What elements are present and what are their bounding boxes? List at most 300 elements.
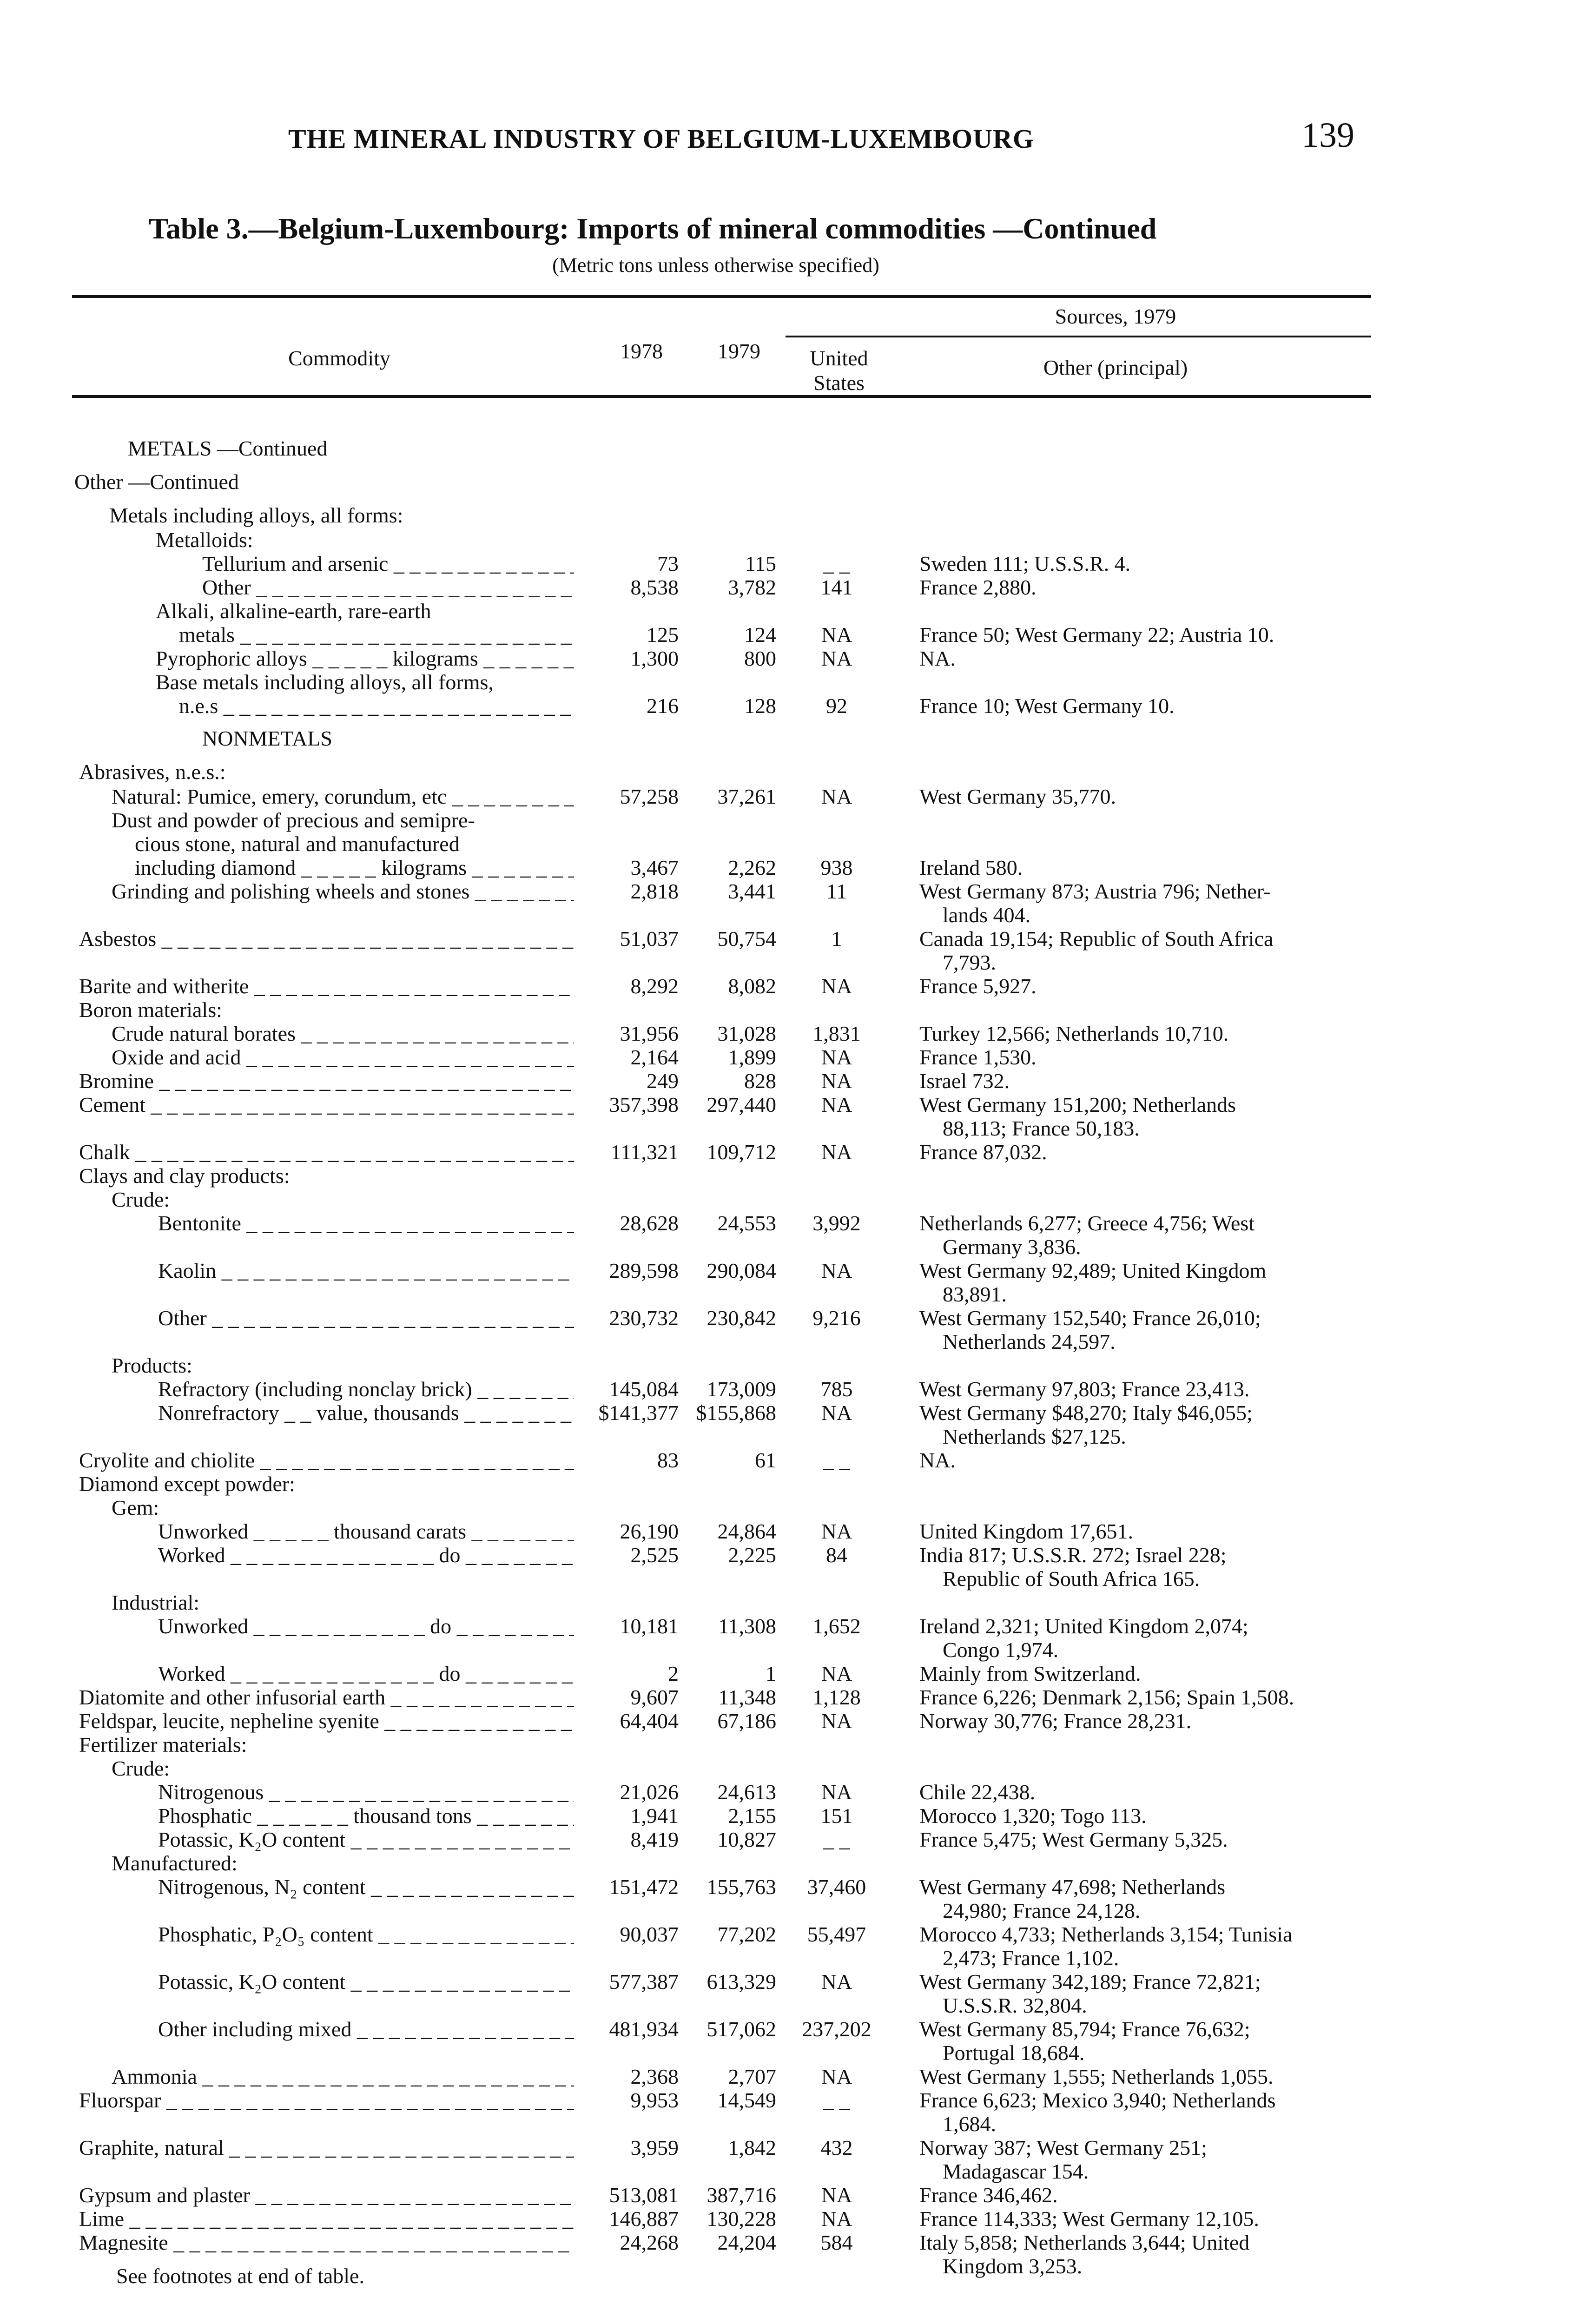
commodity-cell: Kaolin _ _ _	[158, 1259, 574, 1282]
other-principal-cell: France 6,226; Denmark 2,156; Spain 1,508.	[919, 1685, 1294, 1709]
commodity-cell: Asbestos _ _ _	[79, 927, 574, 951]
other-principal-cell: Morocco 4,733; Netherlands 3,154; Tunisia	[919, 1922, 1293, 1946]
table-row	[0, 1472, 1578, 1496]
table-row	[0, 495, 1578, 528]
table-row	[0, 1922, 1578, 1946]
value-1979-cell: 1	[766, 1662, 776, 1685]
table-row	[0, 751, 1578, 785]
other-principal-cell: Netherlands 24,597.	[943, 1330, 1116, 1353]
value-1978-cell: 2,164	[630, 1045, 679, 1069]
united-states-cell: 938	[820, 856, 853, 879]
other-principal-cell: France 50; West Germany 22; Austria 10.	[919, 623, 1274, 647]
value-1978-cell: 145,084	[609, 1377, 679, 1401]
united-states-cell: NA	[821, 1140, 852, 1164]
table-row	[0, 1756, 1578, 1780]
table-row	[0, 927, 1578, 951]
commodity-cell: Other _ _ _	[158, 1306, 574, 1330]
table-row	[0, 623, 1578, 647]
footnote: See footnotes at end of table.	[116, 2264, 364, 2288]
table-row	[0, 2017, 1578, 2041]
value-1979-cell: 37,261	[717, 785, 776, 808]
other-principal-cell: Israel 732.	[919, 1069, 1010, 1093]
table-row	[0, 2136, 1578, 2159]
other-principal-cell: West Germany 151,200; Netherlands	[919, 1093, 1236, 1116]
other-principal-cell: West Germany 873; Austria 796; Nether-	[919, 879, 1271, 903]
united-states-cell: NA	[821, 1045, 852, 1069]
other-principal-cell: West Germany 97,803; France 23,413.	[919, 1377, 1250, 1401]
value-1979-cell: 387,716	[706, 2183, 776, 2207]
united-states-cell: _ _	[823, 1828, 850, 1851]
table-row	[0, 1994, 1578, 2017]
value-1978-cell: 90,037	[620, 1922, 679, 1946]
table-row	[0, 428, 1578, 461]
value-1979-cell: 1,842	[728, 2136, 776, 2159]
table-row	[0, 1330, 1578, 1353]
commodity-cell: Industrial:	[112, 1591, 200, 1614]
table-row	[0, 1022, 1578, 1045]
united-states-cell: NA	[821, 1069, 852, 1093]
value-1979-cell: 31,028	[717, 1022, 776, 1045]
value-1979-cell: 155,763	[706, 1875, 776, 1899]
commodity-cell: Gem:	[112, 1496, 159, 1519]
other-principal-cell: Italy 5,858; Netherlands 3,644; United	[919, 2231, 1250, 2254]
other-principal-cell: Morocco 1,320; Togo 113.	[919, 1804, 1147, 1828]
value-1978-cell: 481,934	[609, 2017, 679, 2041]
value-1979-cell: 77,202	[717, 1922, 776, 1946]
table-row	[0, 1425, 1578, 1448]
rule-top	[72, 295, 1371, 298]
value-1978-cell: 73	[657, 552, 679, 575]
commodity-cell: Gypsum and plaster _ _ _	[79, 2183, 574, 2207]
value-1979-cell: 297,440	[706, 1093, 776, 1116]
table-row	[0, 1496, 1578, 1519]
united-states-cell: NA	[821, 623, 852, 647]
value-1979-cell: 67,186	[717, 1709, 776, 1733]
other-principal-cell: Turkey 12,566; Netherlands 10,710.	[919, 1022, 1229, 1045]
table-row	[0, 1828, 1578, 1851]
table-row	[0, 1235, 1578, 1259]
commodity-cell: Nitrogenous _ _ _	[158, 1780, 574, 1804]
other-principal-cell: Sweden 111; U.S.S.R. 4.	[919, 552, 1131, 575]
table-row	[0, 528, 1578, 552]
commodity-cell: Crude natural borates _ _ _	[112, 1022, 574, 1045]
table-row	[0, 1685, 1578, 1709]
commodity-cell: Boron materials:	[79, 998, 222, 1022]
united-states-cell: NA	[821, 1401, 852, 1425]
table-row	[0, 2207, 1578, 2231]
table-row	[0, 599, 1578, 623]
united-states-cell: 141	[820, 575, 853, 599]
other-principal-cell: Congo 1,974.	[943, 1638, 1059, 1662]
other-principal-cell: Kingdom 3,253.	[943, 2254, 1083, 2278]
value-1979-cell: 130,228	[706, 2207, 776, 2231]
commodity-cell: Ammonia _ _ _	[112, 2065, 574, 2088]
value-1979-cell: 24,613	[717, 1780, 776, 1804]
united-states-cell: 584	[820, 2231, 853, 2254]
rule-header-bottom	[72, 395, 1371, 398]
commodity-cell: Phosphatic, P₂O₅ content _ _ _	[158, 1922, 574, 1946]
commodity-cell: Alkali, alkaline-earth, rare-earth	[156, 599, 431, 623]
commodity-cell: Feldspar, leucite, nepheline syenite _ _ _	[79, 1709, 574, 1733]
value-1979-cell: 128	[744, 694, 776, 718]
table-row	[0, 1164, 1578, 1188]
table-row	[0, 1970, 1578, 1994]
commodity-cell: Manufactured:	[112, 1851, 238, 1875]
value-1978-cell: 2,368	[630, 2065, 679, 2088]
other-principal-cell: 83,891.	[943, 1282, 1007, 1306]
table-row	[0, 2231, 1578, 2254]
table-row	[0, 1946, 1578, 1970]
value-1978-cell: 513,081	[609, 2183, 679, 2207]
table-row	[0, 856, 1578, 879]
commodity-cell: Bentonite _ _ _	[158, 1211, 574, 1235]
other-principal-cell: West Germany $48,270; Italy $46,055;	[919, 1401, 1253, 1425]
value-1978-cell: 357,398	[609, 1093, 679, 1116]
united-states-cell: NA	[821, 647, 852, 670]
commodity-cell: Abrasives, n.e.s.:	[79, 760, 226, 784]
table-row	[0, 1614, 1578, 1638]
table-row	[0, 1543, 1578, 1567]
other-principal-cell: Mainly from Switzerland.	[919, 1662, 1141, 1685]
other-principal-cell: India 817; U.S.S.R. 272; Israel 228;	[919, 1543, 1227, 1567]
commodity-cell: Lime _ _ _	[79, 2207, 574, 2231]
value-1978-cell: 8,419	[630, 1828, 679, 1851]
value-1978-cell: 151,472	[609, 1875, 679, 1899]
other-principal-cell: Republic of South Africa 165.	[943, 1567, 1200, 1591]
table-row	[0, 951, 1578, 974]
united-states-cell: 9,216	[812, 1306, 861, 1330]
value-1979-cell: 109,712	[706, 1140, 776, 1164]
other-principal-cell: West Germany 152,540; France 26,010;	[919, 1306, 1261, 1330]
united-states-cell: 1	[831, 927, 842, 951]
united-states-cell: _ _	[823, 552, 850, 575]
value-1979-cell: 115	[745, 552, 776, 575]
value-1979-cell: 230,842	[706, 1306, 776, 1330]
value-1979-cell: 8,082	[728, 974, 776, 998]
value-1979-cell: 50,754	[717, 927, 776, 951]
commodity-cell: Bromine _ _ _	[79, 1069, 574, 1093]
value-1978-cell: 10,181	[620, 1614, 679, 1638]
united-states-cell: _ _	[823, 1448, 850, 1472]
commodity-cell: Diamond except powder:	[79, 1472, 295, 1496]
other-principal-cell: France 5,475; West Germany 5,325.	[919, 1828, 1228, 1851]
value-1979-cell: 613,329	[706, 1970, 776, 1994]
commodity-cell: Worked _ _ _ _ _ _ _ _ _ _ _ _ _ do _ _ _	[158, 1543, 574, 1567]
commodity-cell: Unworked _ _ _ _ _ _ _ _ _ _ _ do _ _ _	[158, 1614, 574, 1638]
united-states-cell: NA	[821, 2207, 852, 2231]
other-principal-cell: Netherlands $27,125.	[943, 1425, 1126, 1448]
value-1979-cell: 800	[744, 647, 776, 670]
commodity-cell: Fertilizer materials:	[79, 1733, 247, 1756]
united-states-cell: NA	[821, 1662, 852, 1685]
value-1978-cell: 2,525	[630, 1543, 679, 1567]
value-1978-cell: 21,026	[620, 1780, 679, 1804]
value-1979-cell: 3,782	[728, 575, 776, 599]
commodity-cell: Crude:	[112, 1188, 170, 1211]
table-row	[0, 1045, 1578, 1069]
united-states-cell: 37,460	[807, 1875, 866, 1899]
other-principal-cell: France 87,032.	[919, 1140, 1047, 1164]
value-1978-cell: 8,292	[630, 974, 679, 998]
table-row	[0, 1116, 1578, 1140]
value-1978-cell: 24,268	[620, 2231, 679, 2254]
commodity-cell: Refractory (including nonclay brick) _ _ _	[158, 1377, 574, 1401]
commodity-cell: Grinding and polishing wheels and stones _ _ _	[112, 879, 574, 903]
united-states-cell: _ _	[823, 2088, 850, 2112]
other-principal-cell: West Germany 1,555; Netherlands 1,055.	[919, 2065, 1274, 2088]
table-row	[0, 1567, 1578, 1591]
united-states-cell: NA	[821, 1093, 852, 1116]
table-row	[0, 2112, 1578, 2136]
table-row	[0, 808, 1578, 832]
other-principal-cell: West Germany 35,770.	[919, 785, 1116, 808]
other-principal-cell: Chile 22,438.	[919, 1780, 1036, 1804]
value-1978-cell: 2,818	[630, 879, 679, 903]
other-principal-cell: NA.	[919, 1448, 956, 1472]
commodity-cell: Metalloids:	[156, 528, 253, 552]
value-1979-cell: 11,308	[718, 1614, 776, 1638]
value-1978-cell: 3,959	[630, 2136, 679, 2159]
value-1978-cell: 8,538	[630, 575, 679, 599]
table-row	[0, 1377, 1578, 1401]
value-1978-cell: 28,628	[620, 1211, 679, 1235]
commodity-cell: Nitrogenous, N₂ content _ _ _	[158, 1875, 574, 1899]
united-states-cell: 92	[826, 694, 847, 718]
table-row	[0, 903, 1578, 927]
table-row	[0, 552, 1578, 575]
value-1978-cell: 64,404	[620, 1709, 679, 1733]
other-principal-cell: 7,793.	[943, 951, 996, 974]
value-1978-cell: 31,956	[620, 1022, 679, 1045]
other-principal-cell: France 5,927.	[919, 974, 1037, 998]
other-principal-cell: West Germany 92,489; United Kingdom	[919, 1259, 1267, 1282]
table-row	[0, 2065, 1578, 2088]
commodity-cell: Unworked _ _ _ _ _ thousand carats _ _ _	[158, 1519, 574, 1543]
commodity-cell: n.e.s _ _ _	[179, 694, 574, 718]
table-row	[0, 2041, 1578, 2065]
table-row	[0, 1259, 1578, 1282]
commodity-cell: Potassic, K₂O content _ _ _	[158, 1828, 574, 1851]
table-row	[0, 1140, 1578, 1164]
other-principal-cell: Ireland 580.	[919, 856, 1023, 879]
commodity-cell: Other including mixed _ _ _	[158, 2017, 574, 2041]
united-states-cell: 432	[820, 2136, 853, 2159]
commodity-cell: Pyrophoric alloys _ _ _ _ _ kilograms _ _ _	[156, 647, 574, 670]
value-1978-cell: 51,037	[620, 927, 679, 951]
value-1979-cell: 2,707	[728, 2065, 776, 2088]
united-states-cell: NA	[821, 785, 852, 808]
table-subtitle: (Metric tons unless otherwise specified)	[552, 254, 879, 277]
commodity-cell: Potassic, K₂O content _ _ _	[158, 1970, 574, 1994]
value-1978-cell: 9,953	[630, 2088, 679, 2112]
value-1978-cell: 2	[668, 1662, 679, 1685]
other-principal-cell: France 2,880.	[919, 575, 1037, 599]
commodity-cell: Cement _ _ _	[79, 1093, 574, 1116]
commodity-cell: Metals including alloys, all forms:	[109, 503, 403, 527]
value-1979-cell: 14,549	[717, 2088, 776, 2112]
table-row	[0, 1306, 1578, 1330]
other-principal-cell: West Germany 47,698; Netherlands	[919, 1875, 1226, 1899]
value-1979-cell: 828	[744, 1069, 776, 1093]
commodity-cell: Other _ _ _	[202, 575, 574, 599]
value-1978-cell: 1,300	[630, 647, 679, 670]
table-row	[0, 1780, 1578, 1804]
header-sources: Sources, 1979	[1055, 304, 1176, 328]
value-1978-cell: 111,321	[610, 1140, 679, 1164]
table-row	[0, 1353, 1578, 1377]
united-states-cell: 785	[820, 1377, 853, 1401]
other-principal-cell: France 114,333; West Germany 12,105.	[919, 2207, 1259, 2231]
table-row	[0, 2183, 1578, 2207]
table-row	[0, 1851, 1578, 1875]
table-title: Table 3.—Belgium-Luxembourg: Imports of mineral commodities —Continued	[149, 212, 1157, 245]
other-principal-cell: 1,684.	[943, 2112, 996, 2136]
table-row	[0, 1519, 1578, 1543]
table-row	[0, 575, 1578, 599]
table-row	[0, 1093, 1578, 1116]
other-principal-cell: Norway 30,776; France 28,231.	[919, 1709, 1192, 1733]
value-1979-cell: 2,262	[728, 856, 776, 879]
other-principal-cell: West Germany 342,189; France 72,821;	[919, 1970, 1261, 1994]
united-states-cell: 55,497	[807, 1922, 866, 1946]
page-number: 139	[1301, 116, 1354, 155]
value-1979-cell: 290,084	[706, 1259, 776, 1282]
commodity-cell: Products:	[112, 1353, 192, 1377]
other-principal-cell: Madagascar 154.	[943, 2159, 1089, 2183]
table-row	[0, 2159, 1578, 2183]
value-1978-cell: 125	[647, 623, 679, 647]
united-states-cell: 84	[826, 1543, 847, 1567]
commodity-cell: Nonrefractory _ _ value, thousands _ _ _	[158, 1401, 574, 1425]
commodity-cell: Graphite, natural _ _ _	[79, 2136, 574, 2159]
table-row	[0, 879, 1578, 903]
commodity-cell: Barite and witherite _ _ _	[79, 974, 574, 998]
commodity-cell: Dust and powder of precious and semipre-	[112, 808, 475, 832]
table-row	[0, 647, 1578, 670]
header-1978: 1978	[620, 339, 663, 363]
table-row	[0, 2088, 1578, 2112]
table-row	[0, 1188, 1578, 1211]
rule-sources	[786, 336, 1371, 337]
table-row	[0, 1899, 1578, 1922]
value-1979-cell: 24,204	[717, 2231, 776, 2254]
table-row	[0, 1211, 1578, 1235]
value-1979-cell: 61	[755, 1448, 776, 1472]
header-commodity: Commodity	[288, 346, 390, 370]
commodity-cell: cious stone, natural and manufactured	[135, 832, 460, 856]
united-states-cell: 1,831	[812, 1022, 861, 1045]
commodity-cell: metals _ _ _	[179, 623, 574, 647]
table-row	[0, 1448, 1578, 1472]
value-1978-cell: 3,467	[630, 856, 679, 879]
commodity-cell: Phosphatic _ _ _ _ _ _ thousand tons _ _ _	[158, 1804, 574, 1828]
header-united-states: United States	[810, 346, 868, 395]
table-row	[0, 670, 1578, 694]
value-1979-cell: 10,827	[717, 1828, 776, 1851]
other-principal-cell: Netherlands 6,277; Greece 4,756; West	[919, 1211, 1255, 1235]
united-states-cell: NA	[821, 2183, 852, 2207]
value-1979-cell: 124	[744, 623, 776, 647]
value-1978-cell: $141,377	[598, 1401, 679, 1425]
table-row	[0, 974, 1578, 998]
other-principal-cell: 88,113; France 50,183.	[943, 1116, 1140, 1140]
table-row	[0, 1804, 1578, 1828]
commodity-cell: Oxide and acid _ _ _	[112, 1045, 574, 1069]
commodity-cell: including diamond _ _ _ _ _ kilograms _ _ _	[135, 856, 574, 879]
commodity-cell: Base metals including alloys, all forms,	[156, 670, 494, 694]
commodity-cell: Chalk _ _ _	[79, 1140, 574, 1164]
value-1979-cell: 3,441	[728, 879, 776, 903]
value-1978-cell: 146,887	[609, 2207, 679, 2231]
united-states-cell: NA	[821, 1709, 852, 1733]
value-1978-cell: 216	[647, 694, 679, 718]
united-states-cell: NA	[821, 974, 852, 998]
united-states-cell: NA	[821, 1259, 852, 1282]
commodity-cell: Tellurium and arsenic _ _ _	[202, 552, 574, 575]
table-row	[0, 1662, 1578, 1685]
table-row	[0, 718, 1578, 751]
united-states-cell: 237,202	[802, 2017, 872, 2041]
value-1979-cell: 11,348	[718, 1685, 776, 1709]
united-states-cell: NA	[821, 1780, 852, 1804]
united-states-cell: NA	[821, 2065, 852, 2088]
united-states-cell: 11	[826, 879, 847, 903]
commodity-cell: Other —Continued	[74, 470, 239, 494]
value-1979-cell: 24,864	[717, 1519, 776, 1543]
value-1978-cell: 26,190	[620, 1519, 679, 1543]
united-states-cell: 1,128	[812, 1685, 861, 1709]
table-row	[0, 1401, 1578, 1425]
value-1979-cell: $155,868	[696, 1401, 776, 1425]
other-principal-cell: 24,980; France 24,128.	[943, 1899, 1141, 1922]
other-principal-cell: France 10; West Germany 10.	[919, 694, 1175, 718]
other-principal-cell: Norway 387; West Germany 251;	[919, 2136, 1207, 2159]
table-row	[0, 1638, 1578, 1662]
other-principal-cell: lands 404.	[943, 903, 1031, 927]
united-states-cell: 3,992	[812, 1211, 861, 1235]
other-principal-cell: Ireland 2,321; United Kingdom 2,074;	[919, 1614, 1248, 1638]
united-states-cell: NA	[821, 1970, 852, 1994]
value-1978-cell: 230,732	[609, 1306, 679, 1330]
value-1978-cell: 289,598	[609, 1259, 679, 1282]
table-row	[0, 1875, 1578, 1899]
table-row	[0, 1282, 1578, 1306]
table-row	[0, 1709, 1578, 1733]
value-1979-cell: 2,155	[728, 1804, 776, 1828]
value-1979-cell: 2,225	[728, 1543, 776, 1567]
commodity-cell: Fluorspar _ _ _	[79, 2088, 574, 2112]
value-1979-cell: 173,009	[706, 1377, 776, 1401]
table-row	[0, 1069, 1578, 1093]
table-row	[0, 832, 1578, 856]
commodity-cell: METALS —Continued	[128, 436, 328, 460]
commodity-cell: Worked _ _ _ _ _ _ _ _ _ _ _ _ _ do _ _ _	[158, 1662, 574, 1685]
value-1978-cell: 83	[657, 1448, 679, 1472]
table-row	[0, 785, 1578, 808]
united-states-cell: 1,652	[812, 1614, 861, 1638]
other-principal-cell: 2,473; France 1,102.	[943, 1946, 1119, 1970]
header-other-principal: Other (principal)	[1043, 356, 1188, 379]
value-1979-cell: 24,553	[717, 1211, 776, 1235]
table-row	[0, 461, 1578, 495]
other-principal-cell: France 346,462.	[919, 2183, 1058, 2207]
commodity-cell: Clays and clay products:	[79, 1164, 290, 1188]
other-principal-cell: U.S.S.R. 32,804.	[943, 1994, 1087, 2017]
commodity-cell: Cryolite and chiolite _ _ _	[79, 1448, 574, 1472]
value-1979-cell: 1,899	[728, 1045, 776, 1069]
running-head: THE MINERAL INDUSTRY OF BELGIUM-LUXEMBOURG	[288, 124, 1035, 154]
header-1979: 1979	[718, 339, 760, 363]
